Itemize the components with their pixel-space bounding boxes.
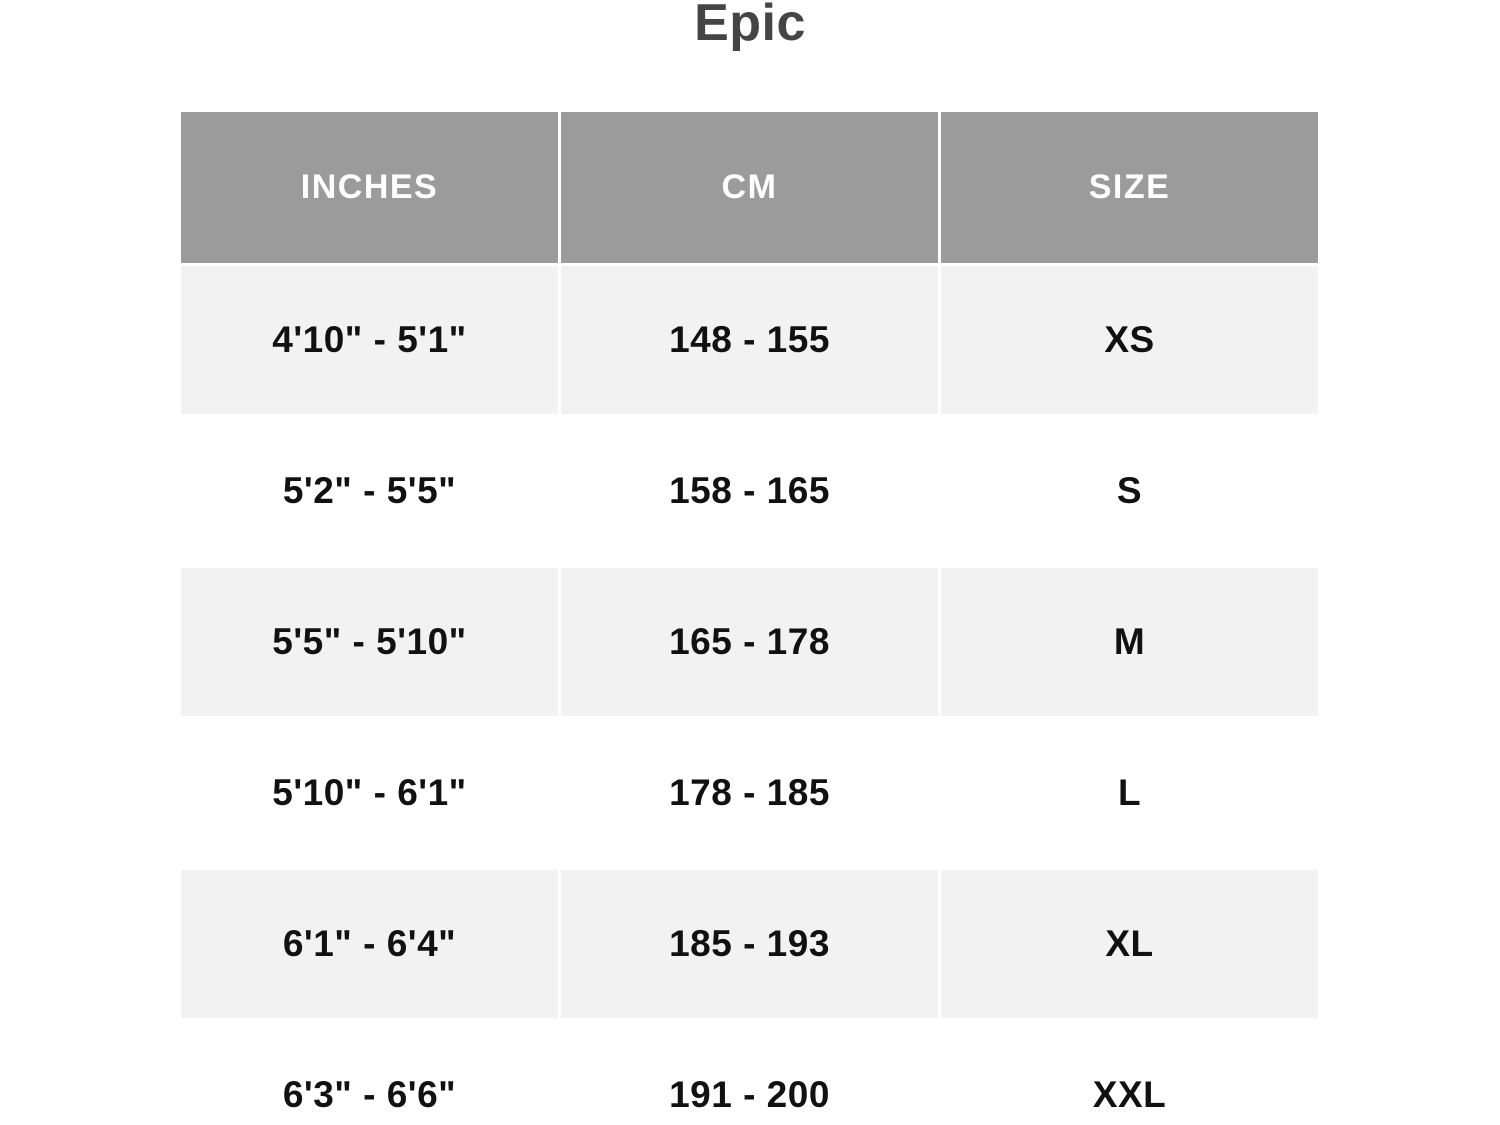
cm-cell: 158 - 165 [561,417,938,565]
inches-cell: 5'2" - 5'5" [181,417,558,565]
cm-cell: 185 - 193 [561,870,938,1018]
size-chart-table [181,112,1318,1125]
inches-cell: 4'10" - 5'1" [181,266,558,414]
size-cell: XXL [941,1021,1318,1125]
cm-cell: 191 - 200 [561,1021,938,1125]
inches-cell: 6'3" - 6'6" [181,1021,558,1125]
size-cell: L [941,719,1318,867]
inches-cell: 5'5" - 5'10" [181,568,558,716]
size-cell: XL [941,870,1318,1018]
cm-cell: 148 - 155 [561,266,938,414]
inches-cell: 6'1" - 6'4" [181,870,558,1018]
column-header-inches: INCHES [181,112,558,263]
size-cell: XS [941,266,1318,414]
size-cell: S [941,417,1318,565]
page-title: Epic [694,0,806,52]
column-header-size: SIZE [941,112,1318,263]
column-header-cm: CM [561,112,938,263]
cm-cell: 178 - 185 [561,719,938,867]
inches-cell: 5'10" - 6'1" [181,719,558,867]
cm-cell: 165 - 178 [561,568,938,716]
size-cell: M [941,568,1318,716]
